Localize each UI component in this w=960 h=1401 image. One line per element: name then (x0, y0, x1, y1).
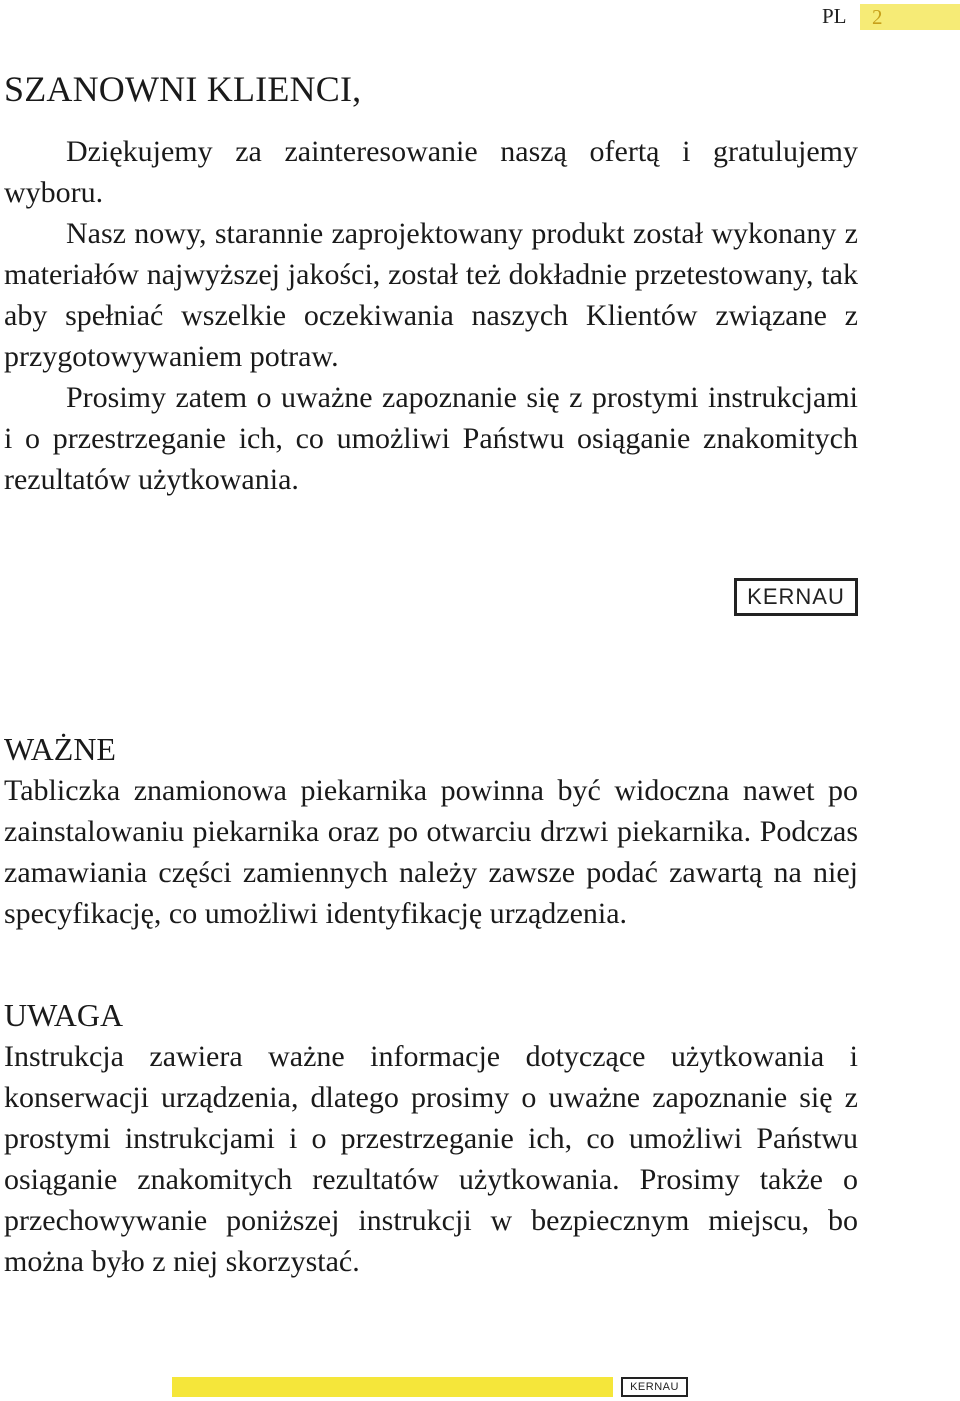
warning-heading: UWAGA (4, 997, 124, 1033)
intro-paragraph-1: Dziękujemy za zainteresowanie naszą ofertą i gratulujemy wyboru. (4, 135, 858, 209)
warning-text: Instrukcja zawiera ważne informacje dotyczące użytkowania i konserwacji urządzenia, dlatego prosimy o uważne zapoznanie się z prostymi instrukcjami i o przestrzeganie ich, co umożliwi Państwu osiąganie znakomitych rezultatów użytkowania. Prosimy także o przechowywanie poniższej instrukcji w bezpiecznym miejscu, bo można było z niej skorzystać. (4, 1040, 858, 1278)
intro-section (4, 131, 858, 500)
footer-bar (172, 1377, 613, 1397)
intro-paragraph-2: Nasz nowy, starannie zaprojektowany produkt został wykonany z materiałów najwyższej jakości, został też dokładnie przetestowany, tak aby spełniać wszelkie oczekiwania naszych Klientów związane z przygotowywaniem potraw. (4, 217, 858, 373)
footer-logo: KERNAU (621, 1377, 688, 1397)
intro-paragraph-3: Prosimy zatem o uważne zapoznanie się z prostymi instrukcjami i o przestrzeganie ich, co umożliwi Państwu osiąganie znakomitych rezultatów użytkowania. (4, 381, 858, 496)
important-heading: WAŻNE (4, 731, 116, 767)
warning-section (4, 995, 858, 1282)
header-language: PL (822, 4, 847, 28)
brand-logo: KERNAU (734, 578, 858, 616)
page-title: SZANOWNI KLIENCI, (4, 69, 362, 109)
important-text: Tabliczka znamionowa piekarnika powinna być widoczna nawet po zainstalowaniu piekarnika oraz po otwarciu drzwi piekarnika. Podczas zamawiania części zamiennych należy zawsze podać zawartą na niej specyfikację, co umożliwi identyfikację urządzenia. (4, 774, 858, 930)
page-number: 2 (860, 4, 960, 30)
important-section (4, 729, 858, 934)
